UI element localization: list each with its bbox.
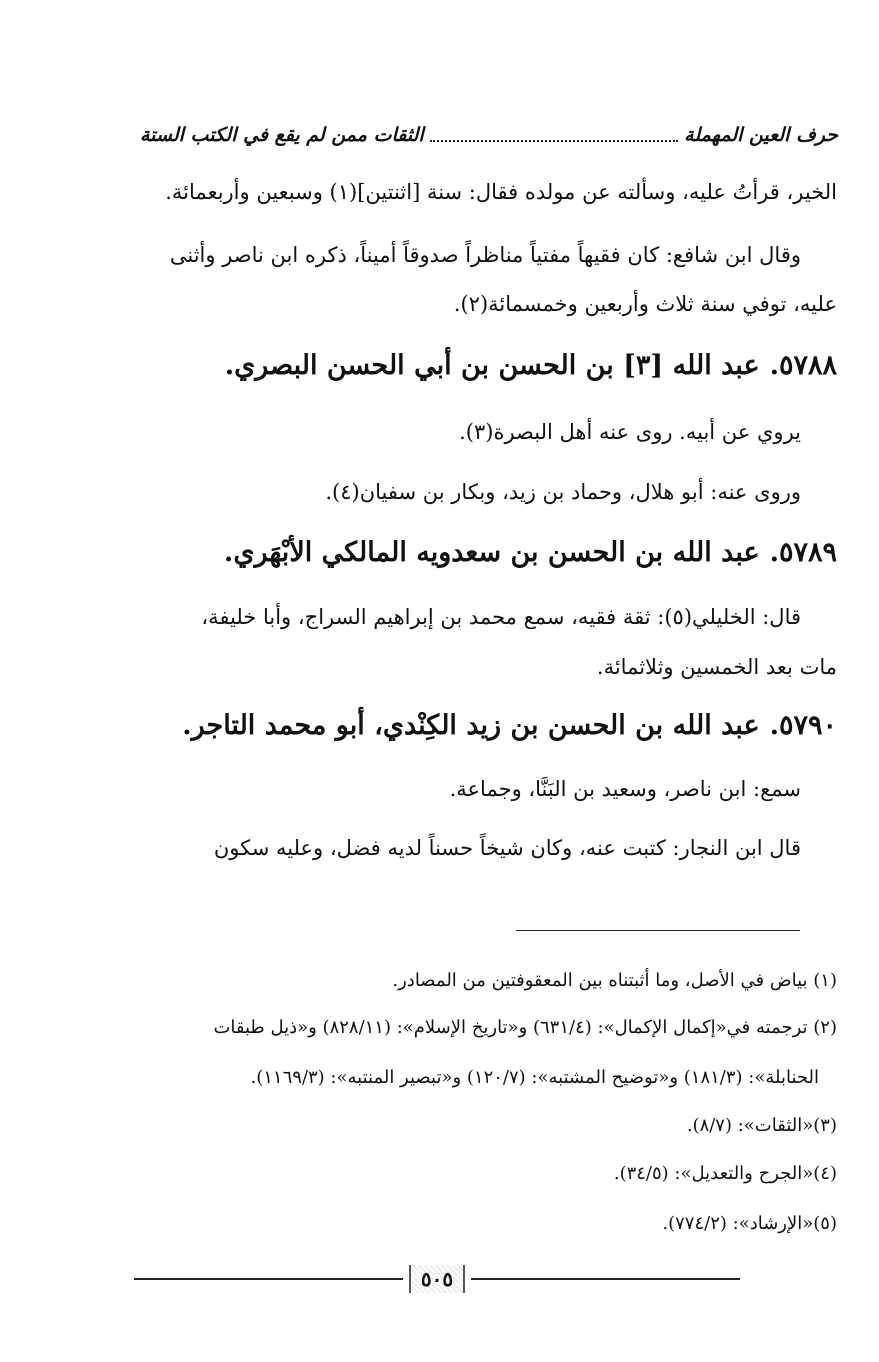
body-line: وقال ابن شافع: كان فقيهاً مفتياً مناظراً صدوقاً أميناً، ذكره ابن ناصر وأثنى — [169, 243, 801, 267]
header-chapter: حرف العين المهملة — [684, 124, 838, 146]
entry-heading-5789 — [137, 537, 837, 569]
footnote: (١) بياض في الأصل، وما أثبتناه بين المعقوفتين من المصادر. — [392, 970, 837, 991]
footnote: (٥)«الإرشاد»: (٧٧٤/٢). — [662, 1213, 837, 1234]
footnote-continuation: الحنابلة»: (١٨١/٣) و«توضيح المشتبه»: (١٢٠/٧) و«تبصير المنتبه»: (١١٦٩/٣). — [250, 1067, 819, 1088]
footnote: (٣)«الثقات»: (٨/٧). — [686, 1115, 837, 1136]
body-line: عليه، توفي سنة ثلاث وأربعين وخمسمائة(٢). — [453, 292, 837, 316]
footer-rule-right — [471, 1278, 740, 1280]
running-header — [140, 118, 838, 152]
header-dot-leader — [430, 128, 678, 142]
entry-title: عبد الله بن الحسن بن سعدويه المالكي الأبْهَري. — [223, 537, 760, 568]
entry-number: ٥٧٨٨. — [769, 350, 837, 381]
entry-heading-5788 — [137, 350, 837, 382]
body-line: مات بعد الخمسين وثلاثمائة. — [596, 655, 837, 679]
entry-number: ٥٧٩٠. — [769, 710, 837, 741]
entry-heading-5790 — [137, 710, 837, 742]
entry-title: عبد الله [٣] بن الحسن بن أبي الحسن البصري. — [224, 350, 760, 381]
header-book-title: الثقات ممن لم يقع في الكتب الستة — [140, 124, 424, 146]
entry-number: ٥٧٨٩. — [769, 537, 837, 568]
body-line: قال: الخليلي(٥): ثقة فقيه، سمع محمد بن إبراهيم السراج، وأبا خليفة، — [201, 605, 801, 629]
footnote-separator — [516, 930, 800, 931]
footnote: (٢) ترجمته في«إكمال الإكمال»: (٦٣١/٤) و«تاريخ الإسلام»: (٨٢٨/١١) و«ذيل طبقات — [213, 1017, 837, 1038]
body-line: قال ابن النجار: كتبت عنه، وكان شيخاً حسناً لديه فضل، وعليه سكون — [213, 836, 801, 860]
body-line: الخير، قرأتُ عليه، وسألته عن مولده فقال: سنة [اثنتين](١) وسبعين وأربعمائة. — [165, 180, 837, 204]
page-number: ٥٠٥ — [409, 1265, 465, 1293]
body-line: وروى عنه: أبو هلال، وحماد بن زيد، وبكار بن سفيان(٤). — [325, 480, 801, 504]
body-line: سمع: ابن ناصر، وسعيد بن البَنَّا، وجماعة. — [449, 777, 801, 801]
footnote: (٤)«الجرح والتعديل»: (٣٤/٥). — [613, 1163, 837, 1184]
footer-rule-left — [134, 1278, 403, 1280]
entry-title: عبد الله بن الحسن بن زيد الكِنْدي، أبو محمد التاجر. — [182, 710, 760, 741]
body-line: يروي عن أبيه. روى عنه أهل البصرة(٣). — [459, 420, 801, 444]
page-footer — [134, 1262, 740, 1296]
